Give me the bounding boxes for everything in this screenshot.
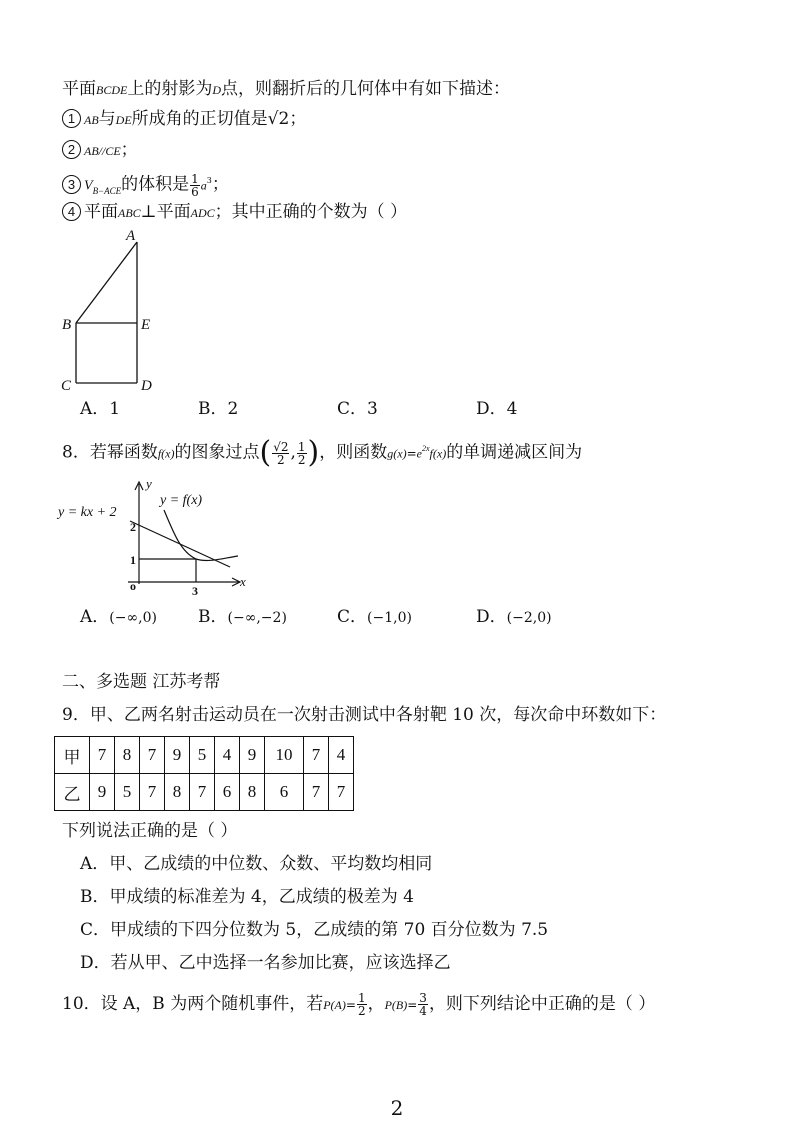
q9-option-a[interactable]: A．甲、乙成绩的中位数、众数、平均数均相同 <box>80 854 433 874</box>
fraction-pa: $\frac{1}{2}$ <box>357 991 366 1018</box>
label-a: A <box>126 228 136 244</box>
q9-question: 下列说法正确的是（ ） <box>62 821 238 841</box>
label-b: B <box>62 317 72 333</box>
table-cell: 9 <box>90 774 115 811</box>
table-cell: 9 <box>240 737 265 774</box>
q9-option-c[interactable]: C．甲成绩的下四分位数为 5，乙成绩的第 70 百分位数为 7.5 <box>80 920 549 940</box>
fraction-one-sixth: $\frac{1}{6}$ <box>191 171 199 199</box>
table-cell: 7 <box>140 737 165 774</box>
table-cell: 8 <box>165 774 190 811</box>
score-table <box>54 736 354 811</box>
q7-statement-1: 1 AB与DE所成角的正切值是√2； <box>62 108 306 131</box>
table-cell: 9 <box>165 737 190 774</box>
q7-intro: 平面BCDE上的射影为D点，则翻折后的几何体中有如下描述： <box>62 79 511 99</box>
fraction-root2-over-2: $\frac{√2}{2}$ <box>273 439 289 467</box>
label-d: D <box>141 378 152 394</box>
q7-figure <box>56 226 166 396</box>
q7-option-c[interactable]: C．3 <box>337 399 378 419</box>
label-e: E <box>141 317 151 333</box>
q8-option-a[interactable]: A．(−∞,0) <box>80 607 157 627</box>
tick-y-1: 1 <box>130 553 136 567</box>
table-cell: 5 <box>190 737 215 774</box>
label-origin: o <box>130 579 136 593</box>
table-cell: 8 <box>240 774 265 811</box>
label-line: y = kx + 2 <box>58 505 117 520</box>
table-cell: 4 <box>215 737 240 774</box>
table-cell: 7 <box>304 737 329 774</box>
section-title: 二、多选题 江苏考帮 <box>62 672 221 692</box>
q7-option-a[interactable]: A．1 <box>80 399 121 419</box>
table-cell: 7 <box>90 737 115 774</box>
table-cell: 5 <box>115 774 140 811</box>
page-number: 2 <box>390 1096 404 1120</box>
q7-statement-2: 2 AB//CE； <box>62 139 138 162</box>
table-row <box>55 737 354 774</box>
q8-option-b[interactable]: B．(−∞,−2) <box>198 607 287 627</box>
table-cell: 4 <box>329 737 354 774</box>
q8-graph <box>56 474 256 602</box>
q7-option-d[interactable]: D．4 <box>476 399 518 419</box>
q9-stem: 9．甲、乙两名射击运动员在一次射击测试中各射靶 10 次，每次命中环数如下： <box>62 705 667 725</box>
label-curve: y = f(x) <box>160 493 203 508</box>
row-name: 甲 <box>55 737 90 774</box>
q10-stem: 10．设 A，B 为两个随机事件，若P(A)= $\frac{1}{2}$ ，P(B)= $\frac{3}{4}$ ，则下列结论中正确的是（ ） <box>62 991 656 1018</box>
fraction-one-half: $\frac{1}{2}$ <box>297 439 306 467</box>
q7-statement-4: 4 平面ABC⊥平面ADC；其中正确的个数为（ ） <box>62 201 407 224</box>
tick-y-2: 2 <box>130 520 136 534</box>
table-cell: 7 <box>190 774 215 811</box>
table-cell: 10 <box>265 737 304 774</box>
table-cell: 7 <box>329 774 354 811</box>
q9-option-d[interactable]: D．若从甲、乙中选择一名参加比赛，应该选择乙 <box>80 953 451 973</box>
q8-stem: 8．若幂函数f(x)的图象过点( $\frac{√2}{2}$ , $\frac{1}{2}$ )，则函数$g(x)=e^{2x}f(x)$的单调递减区间为 <box>62 435 583 471</box>
q7-statement-3: 3 $V_{B-ACE}$的体积是 $\frac{1}{6}$ $a^3$； <box>62 170 229 202</box>
q7-option-b[interactable]: B．2 <box>198 399 239 419</box>
q8-option-c[interactable]: C．(−1,0) <box>337 607 412 627</box>
table-cell: 6 <box>265 774 304 811</box>
table-cell: 6 <box>215 774 240 811</box>
q8-option-d[interactable]: D．(−2,0) <box>476 607 552 627</box>
q9-option-b[interactable]: B．甲成绩的标准差为 4，乙成绩的极差为 4 <box>80 887 414 907</box>
table-row <box>55 774 354 811</box>
row-name: 乙 <box>55 774 90 811</box>
label-c: C <box>61 378 72 394</box>
label-x-axis: x <box>240 574 246 589</box>
fraction-pb: $\frac{3}{4}$ <box>419 991 427 1018</box>
edge-ab <box>76 242 137 323</box>
label-y-axis: y <box>146 476 152 491</box>
table-cell: 7 <box>140 774 165 811</box>
table-cell: 7 <box>304 774 329 811</box>
curve-fx <box>164 510 238 561</box>
table-cell: 8 <box>115 737 140 774</box>
tick-x-3: 3 <box>192 584 198 598</box>
